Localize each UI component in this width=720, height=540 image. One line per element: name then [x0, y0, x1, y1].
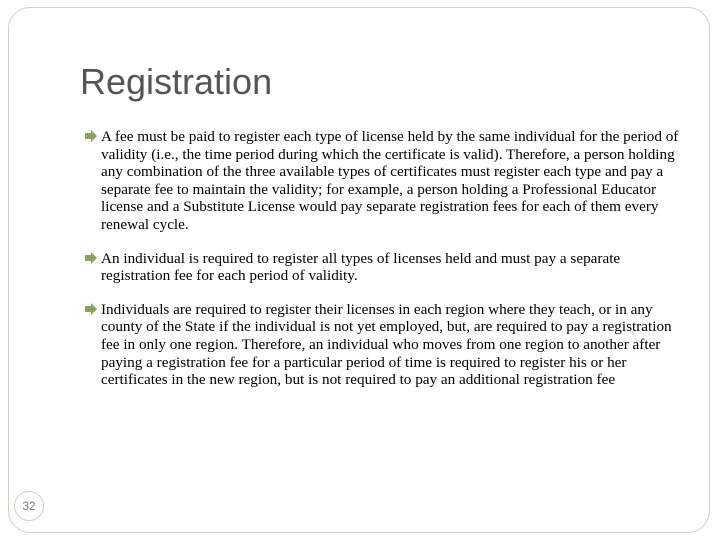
bullet-text: An individual is required to register all types of licenses held and must pay a separate registration fee for each period of validity. — [101, 249, 621, 285]
bullet-list — [84, 128, 680, 389]
arrow-bullet-icon — [84, 130, 98, 142]
arrow-bullet-icon — [84, 303, 98, 315]
bullet-text: Individuals are required to register their licenses in each region where they teach, or in any county of the State if the individual is not yet employed, but, are required to pay a registration fee in only one region. Therefore, an individual who moves from one region to another after paying a registration fee for a particular period of time is required to register his or her certificates in the new region, but is not required to pay an additional registration fee — [101, 300, 672, 389]
slide-title: Registration — [80, 61, 273, 102]
bullet-item — [84, 301, 680, 389]
bullet-item — [84, 128, 680, 234]
bullet-text: A fee must be paid to register each type of license held by the same individual for the period of validity (i.e., the time period during which the certificate is valid). Therefore, a person holding any combination of the three available types of certificates must register each type and pay a separate fee to maintain the validity; for example, a person holding a Professional Educator license and a Substitute License would pay separate registration fees for each of them every renewal cycle. — [101, 128, 679, 233]
page-number-badge: 32 — [14, 491, 44, 521]
arrow-bullet-icon — [84, 252, 98, 264]
bullet-item — [84, 250, 680, 285]
